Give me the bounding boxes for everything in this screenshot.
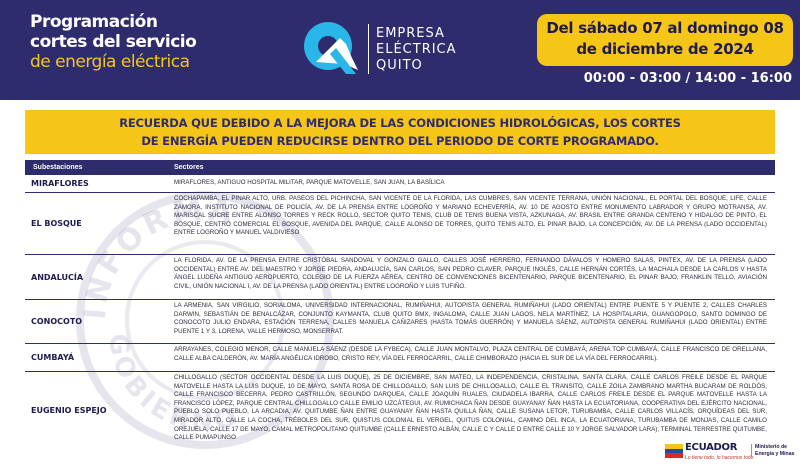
table-row <box>25 175 775 193</box>
substation-name: CUMBAYÁ <box>31 353 75 362</box>
ecuador-flag-icon <box>665 444 683 458</box>
substation-name: ANDALUCÍA <box>31 272 84 282</box>
table-row <box>25 344 775 372</box>
schedule-table <box>25 160 775 448</box>
date-line-2: de diciembre de 2024 <box>576 40 754 58</box>
sector-list: ARRAYANES, COLEGIO MENOR, CALLE MANUELA SÁENZ (DESDE LA FYBECA), CALLE JUAN MONTALVO, PLAZA CENTRAL DE CUMBAYÁ, ARENA TOP CUMBAYÁ, CALLE FRANCISCO DE ORELLANA, CALLE ALBA CALDERÓN, AV. MARÍA ANGÉLICA IDROBO, CRISTO REY, VÍA DEL FERROCARRIL, CALLE CHIMBORAZO (HACIA EL SUR DE LA VÍA DEL FERROCARRIL). <box>174 346 767 362</box>
eeq-logo <box>300 18 490 82</box>
logo-line-1: EMPRESA <box>376 26 445 41</box>
page-title <box>30 12 280 72</box>
logo-wordmark <box>376 26 457 74</box>
sector-list: LA FLORIDA, AV. DE LA PRENSA ENTRE CRISTÓBAL SANDOVAL Y GONZALO GALLO, CALLES JOSÉ HERRERO, FERNANDO DÁVALOS Y HOMERO SALAS, PINTEX, AV. DE LA PRENSA (LADO OCCIDENTAL) ENTRE AV. DEL MAESTRO Y JORGE PIEDRA, ANDALUCÍA, SAN CARLOS, SAN PEDRO CLAVER, PARQUE INGLÉS, CALLE HERNÁN CORTÉS, LA MACHALA DESDE LA CARLOS V HASTA ÁNGEL LUDEÑA ANTIGUO AEROPUERTO, COLEGIO DE LA FUERZA AÉREA, CENTRO DE CONVENCIONES BICENTENARIO, PARQUE BICENTENARIO, EL PINAR BAJO, FRANKLIN TELLO, AVIACIÓN CIVIL, UNIÓN NACIONAL I, AV. DE LA PRENSA (LADO ORIENTAL) ENTRE LOGROÑO Y LUIS TUFIÑO. <box>174 257 767 290</box>
table-header <box>25 161 775 175</box>
ecuador-brand: ECUADOR <box>685 442 738 453</box>
substation-name: EL BOSQUE <box>31 219 82 228</box>
ecuador-brand-tagline: Lo tiene todo, lo hacemos todo <box>685 455 754 461</box>
notice-line-1: RECUERDA QUE DEBIDO A LA MEJORA DE LAS CONDICIONES HIDROLÓGICAS, LOS CORTES <box>119 116 681 130</box>
notice-line-2: DE ENERGÍA PUEDEN REDUCIRSE DENTRO DEL PERIODO DE CORTE PROGRAMADO. <box>141 134 659 148</box>
table-row <box>25 300 775 344</box>
substation-name: MIRAFLORES <box>31 179 89 188</box>
title-line-1: Programación <box>30 12 158 32</box>
table-row <box>25 372 775 448</box>
watermark-top-text: INFORMA <box>77 191 239 321</box>
substation-name: EUGENIO ESPEJO <box>31 405 107 415</box>
footer-logos <box>665 440 795 470</box>
ministry-label: Ministerio de Energía y Minas <box>751 444 795 457</box>
logo-divider <box>368 24 369 74</box>
eeq-logo-icon <box>300 18 362 80</box>
title-line-3: de energía eléctrica <box>30 52 190 72</box>
title-line-2: cortes del servicio <box>30 32 197 52</box>
sector-list: LA ARMENIA, SAN VIRGILIO, SORIALOMA, UNIVERSIDAD INTERNACIONAL, RUMIÑAHUI, AUTOPISTA GENERAL RUMIÑAHUI (LADO ORIENTAL) ENTRE PUENTE 5 Y PUENTE 2, CALLES CHARLES DARWIN, SEBASTIÁN DE BENALCÁZAR, CONJUNTO KAYMANTA, CLUB QUITO BMX, INGALOMA, CALLE JUAN LAGOS, NELA MARTÍNEZ, LA HOSPITALARIA, GUANGOPOLO, SANTO DOMINGO DE CONOCOTO JULIO ENDARA, ESTACIÓN TERRENA, CALLES MANUELA CAÑIZARES (HASTA TOMÁS GUERRÓN) Y MANUELA SÁENZ, AUTOPISTA GENERAL RUMIÑAHUI (LADO ORIENTAL) ENTRE PUENTE 1 Y 3, LORENA, VALLE HERMOSO, MONSERRAT. <box>174 302 767 335</box>
substation-name: CONOCOTO <box>31 317 83 326</box>
sector-list: MIRAFLORES, ANTIGUO HOSPITAL MILITAR, PARQUE MATOVELLE, SAN JUAN, LA BASÍLICA <box>174 179 445 186</box>
watermark-bottom-text: GOBIERNO <box>102 331 244 438</box>
sector-list: CHILLOGALLO (SECTOR OCCIDENTAL DESDE LA LUIS DUQUE), 25 DE DICIEMBRE, SAN MATEO, LA INDEPENDENCIA, CRISTALINA, SANTA CLARA, CALLE CARLOS FREILE DESDE EL PARQUE MATOVELLE HASTA LA LUIS DUQUE, 10 DE MAYO, SANTA ROSA DE CHILLOGALLO, SAN LUIS DE CHILLOGALLO, CALLE EL TRANSITO, CALLE ZOILA ZAMBRANO MARTHA BUCARAM DE ROLDÓS, CALLE FRANCISCO BECERRA, PEDRO CASTRILLÓN, SEGUNDO DARQUEA, CALLE JOAQUÍN RUALES, CIUDADELA IBARRA, CALLE CARLOS FREILE DESDE EL PARQUE MATOVELLE HASTA LA FRANCISCO LÓPEZ, PARQUE CENTRAL CHILLOGALLO CALLE EMILIO UZCÁTEGUI, AV. RUMICHACA ÑAN DESDE GUAYANAY ÑAN HASTA LA ECUATORIANA, COOPERATIVA DEL EJÉRCITO NACIONAL, PUEBLO SOLO PUEBLO, LA ARCADIA, AV. QUITUMBE ÑAN ENTRE GUAYANAY ÑAN HASTA QUILLA ÑAN, CALLE SUSANA LETOR, TURUBAMBA, CALLE CARLOS VILLACÍS, ORQUÍDEAS DEL SUR, MIRADOR ALTO, CALLE LA COCHA, TRÉBOLES DEL SUR, QUISTUS COLONIAL EL VERGEL, QUITUS COLONIAL, CAMINO DEL INCA, LA ECUATORIANA, TURUBAMBA DE MONJAS, CALLE CAMILO OREJUELA, CALLE 17 DE MAYO, CAMAL METROPOLITANO QUITUMBE (CALLE ERNESTO ALBÁN, CALLE C Y CALLE D ENTRE CALLE 10 Y JORGE SALVADOR LARA); TERMINAL TERRESTRE QUITUMBE, CALLE PUMAPUNGO <box>174 374 767 442</box>
header-sectors: Sectores <box>174 164 204 171</box>
logo-line-3: QUITO <box>376 58 423 73</box>
logo-line-2: ELÉCTRICA <box>376 42 457 57</box>
header-banner <box>0 0 800 100</box>
notice-banner <box>25 110 775 154</box>
outage-hours: 00:00 - 03:00 / 14:00 - 16:00 <box>583 71 792 86</box>
date-line-1: Del sábado 07 al domingo 08 <box>546 19 784 37</box>
date-badge <box>537 14 793 66</box>
header-substations: Subestaciones <box>33 164 83 171</box>
table-row <box>25 255 775 300</box>
sector-list: COCHAPAMBA, EL PINAR ALTO, URB. PASEOS DEL PICHINCHA, SAN VICENTE DE LA FLORIDA, LAS CUMBRES, SAN VICENTE TERRANA, UNIÓN NACIONAL, EL PORTAL DEL BOSQUE, LIFE, CALLE ZAMORA, INSTITUTO NACIONAL DE POLICÍA, AV. DE LA PRENSA ENTRE LOGROÑO Y MARIANO ECHEVERRÍA, AV. 10 DE AGOSTO ENTRE MONUMENTO LABRADOR Y GRUPO MOTRANSA, AV. MARISCAL SUCRE ENTRE ALONSO TORRES Y RECK ROLLO, SECTOR QUITO TENIS, CLUB DE TENIS BUENA VISTA, AZKUNAGA, AV. BRASIL ENTRE GRANDA CENTENO Y HIDALGO DE PINTO, EL BOSQUE, CENTRO COMERCIAL EL BOSQUE, AVENIDA DEL PARQUE, CALLE ALONSO DE TORRES, QUITO TENIS ALTO, EL PINAR BAJO, LA CONCEPCIÓN, AV. DE LA PRENSA (LADO OCCIDENTAL) ENTRE LOGROÑO Y MANUEL VALDIVIESO <box>174 195 767 237</box>
table-row <box>25 193 775 255</box>
